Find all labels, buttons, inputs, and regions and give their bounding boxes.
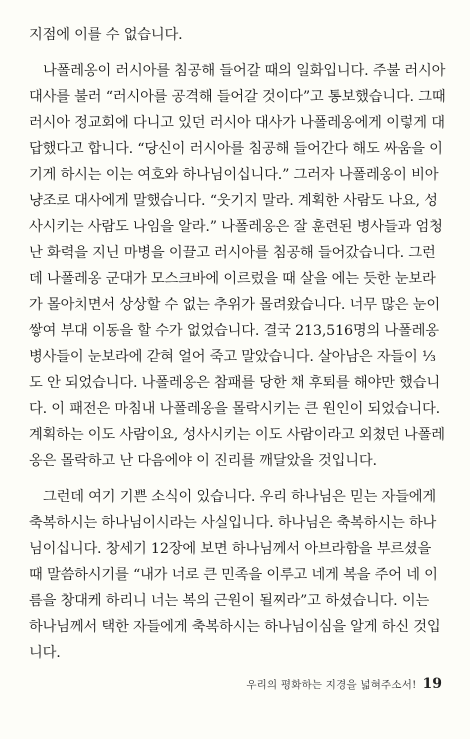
- running-title: 우리의 평화하는 지경을 넓혀주소서!: [246, 679, 417, 691]
- text-line: 쌓여 부대 이동을 할 수가 없었습니다. 결국 213,516명의 나폴레옹: [29, 323, 439, 339]
- text-line: 나폴레옹이 러시아를 침공해 들어갈 때의 일화입니다. 주불 러시아: [43, 63, 446, 79]
- text-line: 그런데 여기 기쁜 소식이 있습니다. 우리 하나님은 믿는 자들에게: [43, 489, 436, 505]
- text-line: 님이십니다. 창세기 12장에 보면 하나님께서 아브라함을 부르셨을: [29, 541, 432, 557]
- text-line: 름을 창대케 하리니 너는 복의 근원이 될찌라”고 하셨습니다. 이는: [29, 593, 430, 609]
- text-line: 계획하는 이도 사람이요, 성사시키는 이도 사람이라고 외쳤던 나폴레: [29, 427, 445, 443]
- paragraph: [29, 484, 451, 666]
- body-text: [29, 22, 451, 666]
- text-line: 하나님께서 택한 자들에게 축복하시는 하나님이심을 알게 하신 것입: [29, 619, 441, 635]
- text-line: 데 나폴레옹 군대가 모스크바에 이르렀을 때 살을 에는 듯한 눈보라: [29, 271, 436, 287]
- text-line: 가 몰아치면서 상상할 수 없는 추위가 몰려왔습니다. 너무 많은 눈이: [29, 297, 440, 313]
- text-line: 지점에 이를 수 없습니다.: [29, 27, 183, 43]
- text-line: 병사들이 눈보라에 갇혀 얼어 죽고 말았습니다. 살아남은 자들이 ⅓: [29, 349, 436, 365]
- text-line: 도 안 되었습니다. 나폴레옹은 참패를 당한 채 후퇴를 해야만 했습니: [29, 375, 440, 391]
- page-number: 19: [422, 676, 442, 692]
- text-line: 사시키는 사람도 나임을 알라.” 나폴레옹은 잘 훈련된 병사들과 엄청: [29, 219, 443, 235]
- text-line: 대사를 불러 “러시아를 공격해 들어갈 것이다”고 통보했습니다. 그때: [29, 89, 446, 105]
- page-footer: [246, 676, 442, 692]
- paragraph: [29, 58, 451, 474]
- paragraph: [29, 22, 451, 48]
- text-line: 난 화력을 지닌 마병을 이끌고 러시아를 침공해 들어갔습니다. 그런: [29, 245, 436, 261]
- text-line: 기게 하시는 이는 여호와 하나님이십니다.” 그러자 나폴레옹이 비아: [29, 167, 439, 183]
- text-line: 옹은 몰락하고 난 다음에야 이 진리를 깨달았을 것입니다.: [29, 453, 377, 469]
- text-line: 니다.: [29, 645, 61, 661]
- text-line: 축복하시는 하나님이시라는 사실입니다. 하나님은 축복하시는 하나: [29, 515, 437, 531]
- text-line: 다. 이 패전은 마침내 나폴레옹을 몰락시키는 큰 원인이 되었습니다.: [29, 401, 440, 417]
- text-line: 냥조로 대사에게 말했습니다. “웃기지 말라. 계획한 사람도 나요, 성: [29, 193, 438, 209]
- text-line: 러시아 정교회에 다니고 있던 러시아 대사가 나폴레옹에게 이렇게 대: [29, 115, 445, 131]
- text-line: 때 말씀하시기를 “내가 너로 큰 민족을 이루고 네게 복을 주어 네 이: [29, 567, 438, 583]
- text-line: 답했다고 합니다. “당신이 러시아를 침공해 들어간다 해도 싸움을 이: [29, 141, 443, 157]
